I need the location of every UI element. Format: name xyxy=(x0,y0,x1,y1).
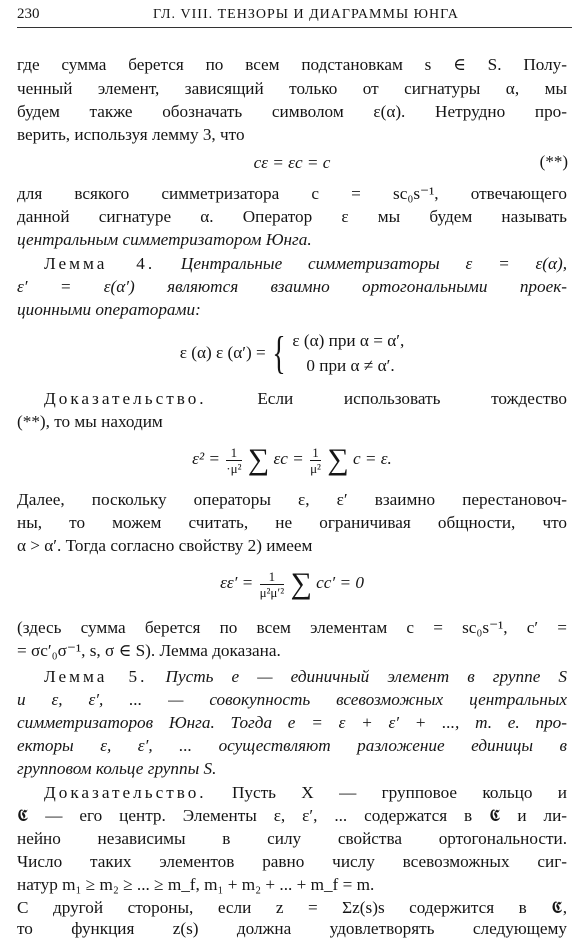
fraction xyxy=(226,445,241,476)
numerator: 1 xyxy=(226,445,241,461)
proof-heading: Доказательство. xyxy=(44,783,207,802)
page-number: 230 xyxy=(17,6,40,22)
text-line: ны, то можем считать, не ограничивая общности, что xyxy=(17,513,567,532)
brace-symbol: { xyxy=(272,327,286,379)
text-line: 𝕮 — его центр. Элементы ε, ε′, ... содержатся в 𝕮 и ли- xyxy=(17,806,567,825)
denominator: μ² xyxy=(310,460,321,476)
equation-cases xyxy=(17,326,567,378)
text-line: Пусть X — групповое кольцо и xyxy=(231,783,568,802)
case-line: ε (α) при α = α′, xyxy=(292,331,405,351)
text-line: верить, используя лемму 3, что xyxy=(17,125,245,144)
proof-heading: Доказательство. xyxy=(44,389,207,408)
lemma-4-statement xyxy=(17,253,567,275)
sum-symbol: ∑ xyxy=(290,567,312,601)
text-line: ционными операторами: xyxy=(17,300,201,319)
text-line: Число таких элементов равно числу всевозможных сиг- xyxy=(17,852,567,871)
equation-part: ε² = xyxy=(192,449,220,468)
text-line: Пусть e — единичный элемент в группе S xyxy=(165,667,568,686)
proof-start xyxy=(17,782,567,804)
text-line: симметризаторов Юнга. Тогда e = ε + ε′ + ..., т. е. про- xyxy=(17,713,567,732)
denominator: ·μ² xyxy=(226,460,242,476)
text-line: то функция z(s) должна удовлетворять следующему xyxy=(17,919,567,938)
text-line: данной сигнатуре α. Оператор ε мы будем называть xyxy=(17,207,567,226)
text-line: С другой стороны, если z = Σz(s)s содержится в 𝕮, xyxy=(17,898,567,917)
equation-body: cε = εc = c xyxy=(253,153,331,172)
text-line: для всякого симметризатора c = sc₀s⁻¹, отвечающего xyxy=(17,184,567,203)
equation-part: εε′ = xyxy=(220,573,254,592)
text-line: α > α′. Тогда согласно свойству 2) имеем xyxy=(17,536,313,555)
equation-star xyxy=(17,152,567,174)
numerator: 1 xyxy=(260,569,285,585)
text-line: (здесь сумма берется по всем элементам c = sc₀s⁻¹, c′ = xyxy=(17,618,567,637)
text-line: екторы ε, ε′, ... осуществляют разложение единицы в xyxy=(17,736,567,755)
text-line: натур m₁ ≥ m₂ ≥ ... ≥ m_f, m₁ + m₂ + ... + m_f = m. xyxy=(17,875,375,894)
text-line: и ε, ε′, ... — совокупность всевозможных центральных xyxy=(17,690,567,709)
equation-tag: (**) xyxy=(539,152,568,171)
equation-lhs: ε (α) ε (α′) = xyxy=(179,343,266,363)
text-line: = σc′₀σ⁻¹, s, σ ∈ S). Лемма доказана. xyxy=(17,641,281,660)
equation-part: cc′ = 0 xyxy=(316,573,364,592)
lemma-heading: Лемма 4. xyxy=(44,254,156,273)
text-line: где сумма берется по всем подстановкам s ∈ S. Полу- xyxy=(17,55,567,74)
numerator: 1 xyxy=(310,445,321,461)
lemma-heading: Лемма 5. xyxy=(44,667,148,686)
text-line: будем также обозначать символом ε(α). Нетрудно про- xyxy=(17,102,567,121)
text-line: центральным симметризатором Юнга. xyxy=(17,230,312,249)
text-line: нейно независимы в силу свойства ортогональности. xyxy=(17,829,567,848)
proof-start xyxy=(17,388,567,410)
equation-orthogonality xyxy=(17,563,567,603)
text-line: ченный элемент, зависящий только от сигнатуры α, мы xyxy=(17,79,567,98)
lemma-5-statement xyxy=(17,666,567,688)
running-header xyxy=(17,6,572,28)
text-line: Если использовать тождество xyxy=(257,389,568,408)
text-line: (**), то мы находим xyxy=(17,412,163,431)
text-line: Далее, поскольку операторы ε, ε′ взаимно перестановоч- xyxy=(17,490,567,509)
case-line: 0 при α ≠ α′. xyxy=(306,356,395,376)
text-line: ε′ = ε(α′) являются взаимно ортогональными проек- xyxy=(17,277,567,296)
sum-symbol: ∑ xyxy=(327,443,349,477)
fraction xyxy=(310,445,321,476)
text-line: Центральные симметризаторы ε = ε(α), xyxy=(180,254,567,273)
fraction xyxy=(260,569,285,600)
header-rule xyxy=(17,27,572,28)
equation-part: εc = xyxy=(273,449,304,468)
denominator: μ²μ′² xyxy=(259,584,285,600)
cases-block xyxy=(292,328,404,378)
text-line: групповом кольце группы S. xyxy=(17,759,217,778)
running-title: ГЛ. VIII. ТЕНЗОРЫ И ДИАГРАММЫ ЮНГА xyxy=(153,7,459,22)
equation-part: c = ε. xyxy=(352,449,392,468)
sum-symbol: ∑ xyxy=(247,443,270,477)
equation-epsilon-squared xyxy=(17,440,567,478)
